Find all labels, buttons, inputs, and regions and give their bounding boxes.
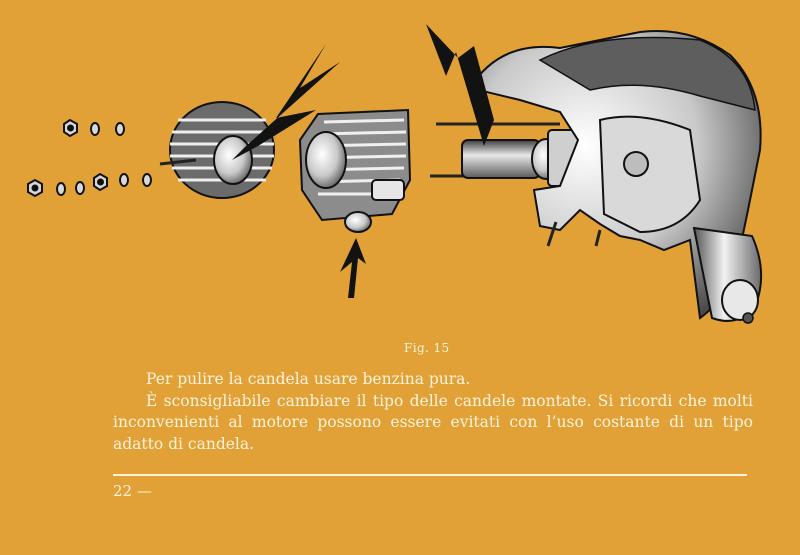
footer-rule <box>113 474 747 476</box>
paragraph-cleaning: Per pulire la candela usare benzina pura. <box>146 370 471 388</box>
arrow-to-cylinder-port <box>340 238 366 298</box>
piston-assembly <box>430 124 578 186</box>
page-number: 22 — <box>113 482 152 500</box>
nuts-and-washers <box>28 120 151 196</box>
figure-caption: Fig. 15 <box>404 341 450 355</box>
cylinder <box>300 110 410 232</box>
body-text <box>113 369 753 455</box>
paragraph-spark-plugs: È sconsigliabile cambiare il tipo delle candele montate. Si ricordi che molti inconvenienti al motore possono essere evitati con l’uso costante di un tipo adatto di candela. <box>113 391 753 453</box>
cylinder-head <box>160 102 274 198</box>
arrow-to-piston <box>426 24 494 146</box>
